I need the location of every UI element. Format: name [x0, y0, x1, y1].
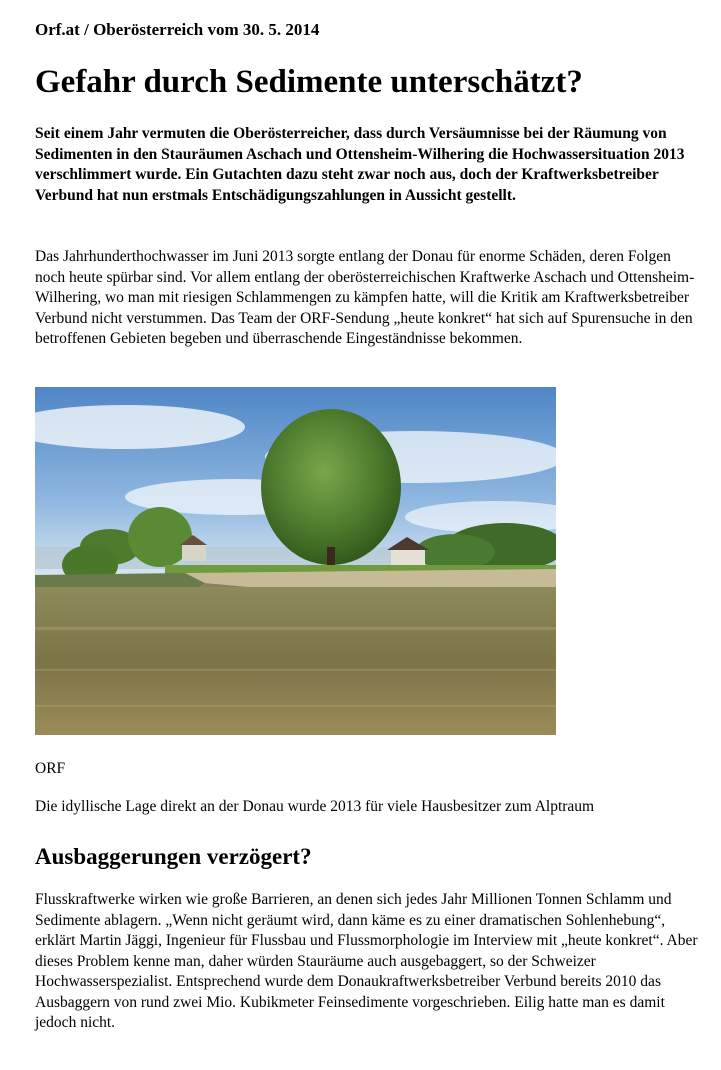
section-heading: Ausbaggerungen verzögert? [35, 844, 312, 869]
image-credit: ORF [35, 760, 66, 777]
article-paragraph-1: Das Jahrhunderthochwasser im Juni 2013 sorgte entlang der Donau für enorme Schäden, deren Folgen noch heute spürbar sind. Vor allem entlang der oberösterreichischen Kraftwerke Aschach und Ottensheim-Wilhering, wo man mit riesigen Schlammengen zu kämpfen hatte, will die Kritik am Kraftwerksbetreiber Verbund nicht verstummen. Das Team der ORF-Sendung „heute konkret“ hat sich auf Spurensuche in den betroffenen Gebieten begeben und überraschende Eingeständnisse bekommen. [35, 248, 695, 347]
article-title: Gefahr durch Sedimente unterschätzt? [35, 64, 583, 100]
danube-landscape-photo [35, 387, 556, 735]
article-photo [35, 387, 556, 735]
article-paragraph-2: Flusskraftwerke wirken wie große Barrieren, an denen sich jedes Jahr Millionen Tonnen Schlamm und Sedimente ablagern. „Wenn nicht geräumt wird, dann käme es zu einer dramatischen Sohlenhebung“, erklärt Martin Jäggi, Ingenieur für Flussbau und Flussmorphologie im Interview mit „heute konkret“. Aber dieses Problem kenne man, daher würden Stauräume auch ausgebaggert, so der Schweizer Hochwasserspezialist. Entsprechend wurde dem Donaukraftwerksbetreiber Verbund bereits 2010 das Ausbaggern von rund zwei Mio. Kubikmeter Feinsedimente vorgeschrieben. Eilig hatte man es damit jedoch nicht. [35, 891, 698, 1031]
image-caption: Die idyllische Lage direkt an der Donau wurde 2013 für viele Hausbesitzer zum Alptraum [35, 798, 595, 815]
source-line: Orf.at / Oberösterreich vom 30. 5. 2014 [35, 20, 320, 39]
article-lead: Seit einem Jahr vermuten die Oberösterreicher, dass durch Versäumnisse bei der Räumung von Sedimenten in den Stauräumen Aschach und Ottensheim-Wilhering die Hochwassersituation 2013 verschlimmert wurde. Ein Gutachten dazu steht zwar noch aus, doch der Kraftwerksbetreiber Verbund hat nun erstmals Entschädigungszahlungen in Aussicht gestellt. [35, 125, 685, 204]
